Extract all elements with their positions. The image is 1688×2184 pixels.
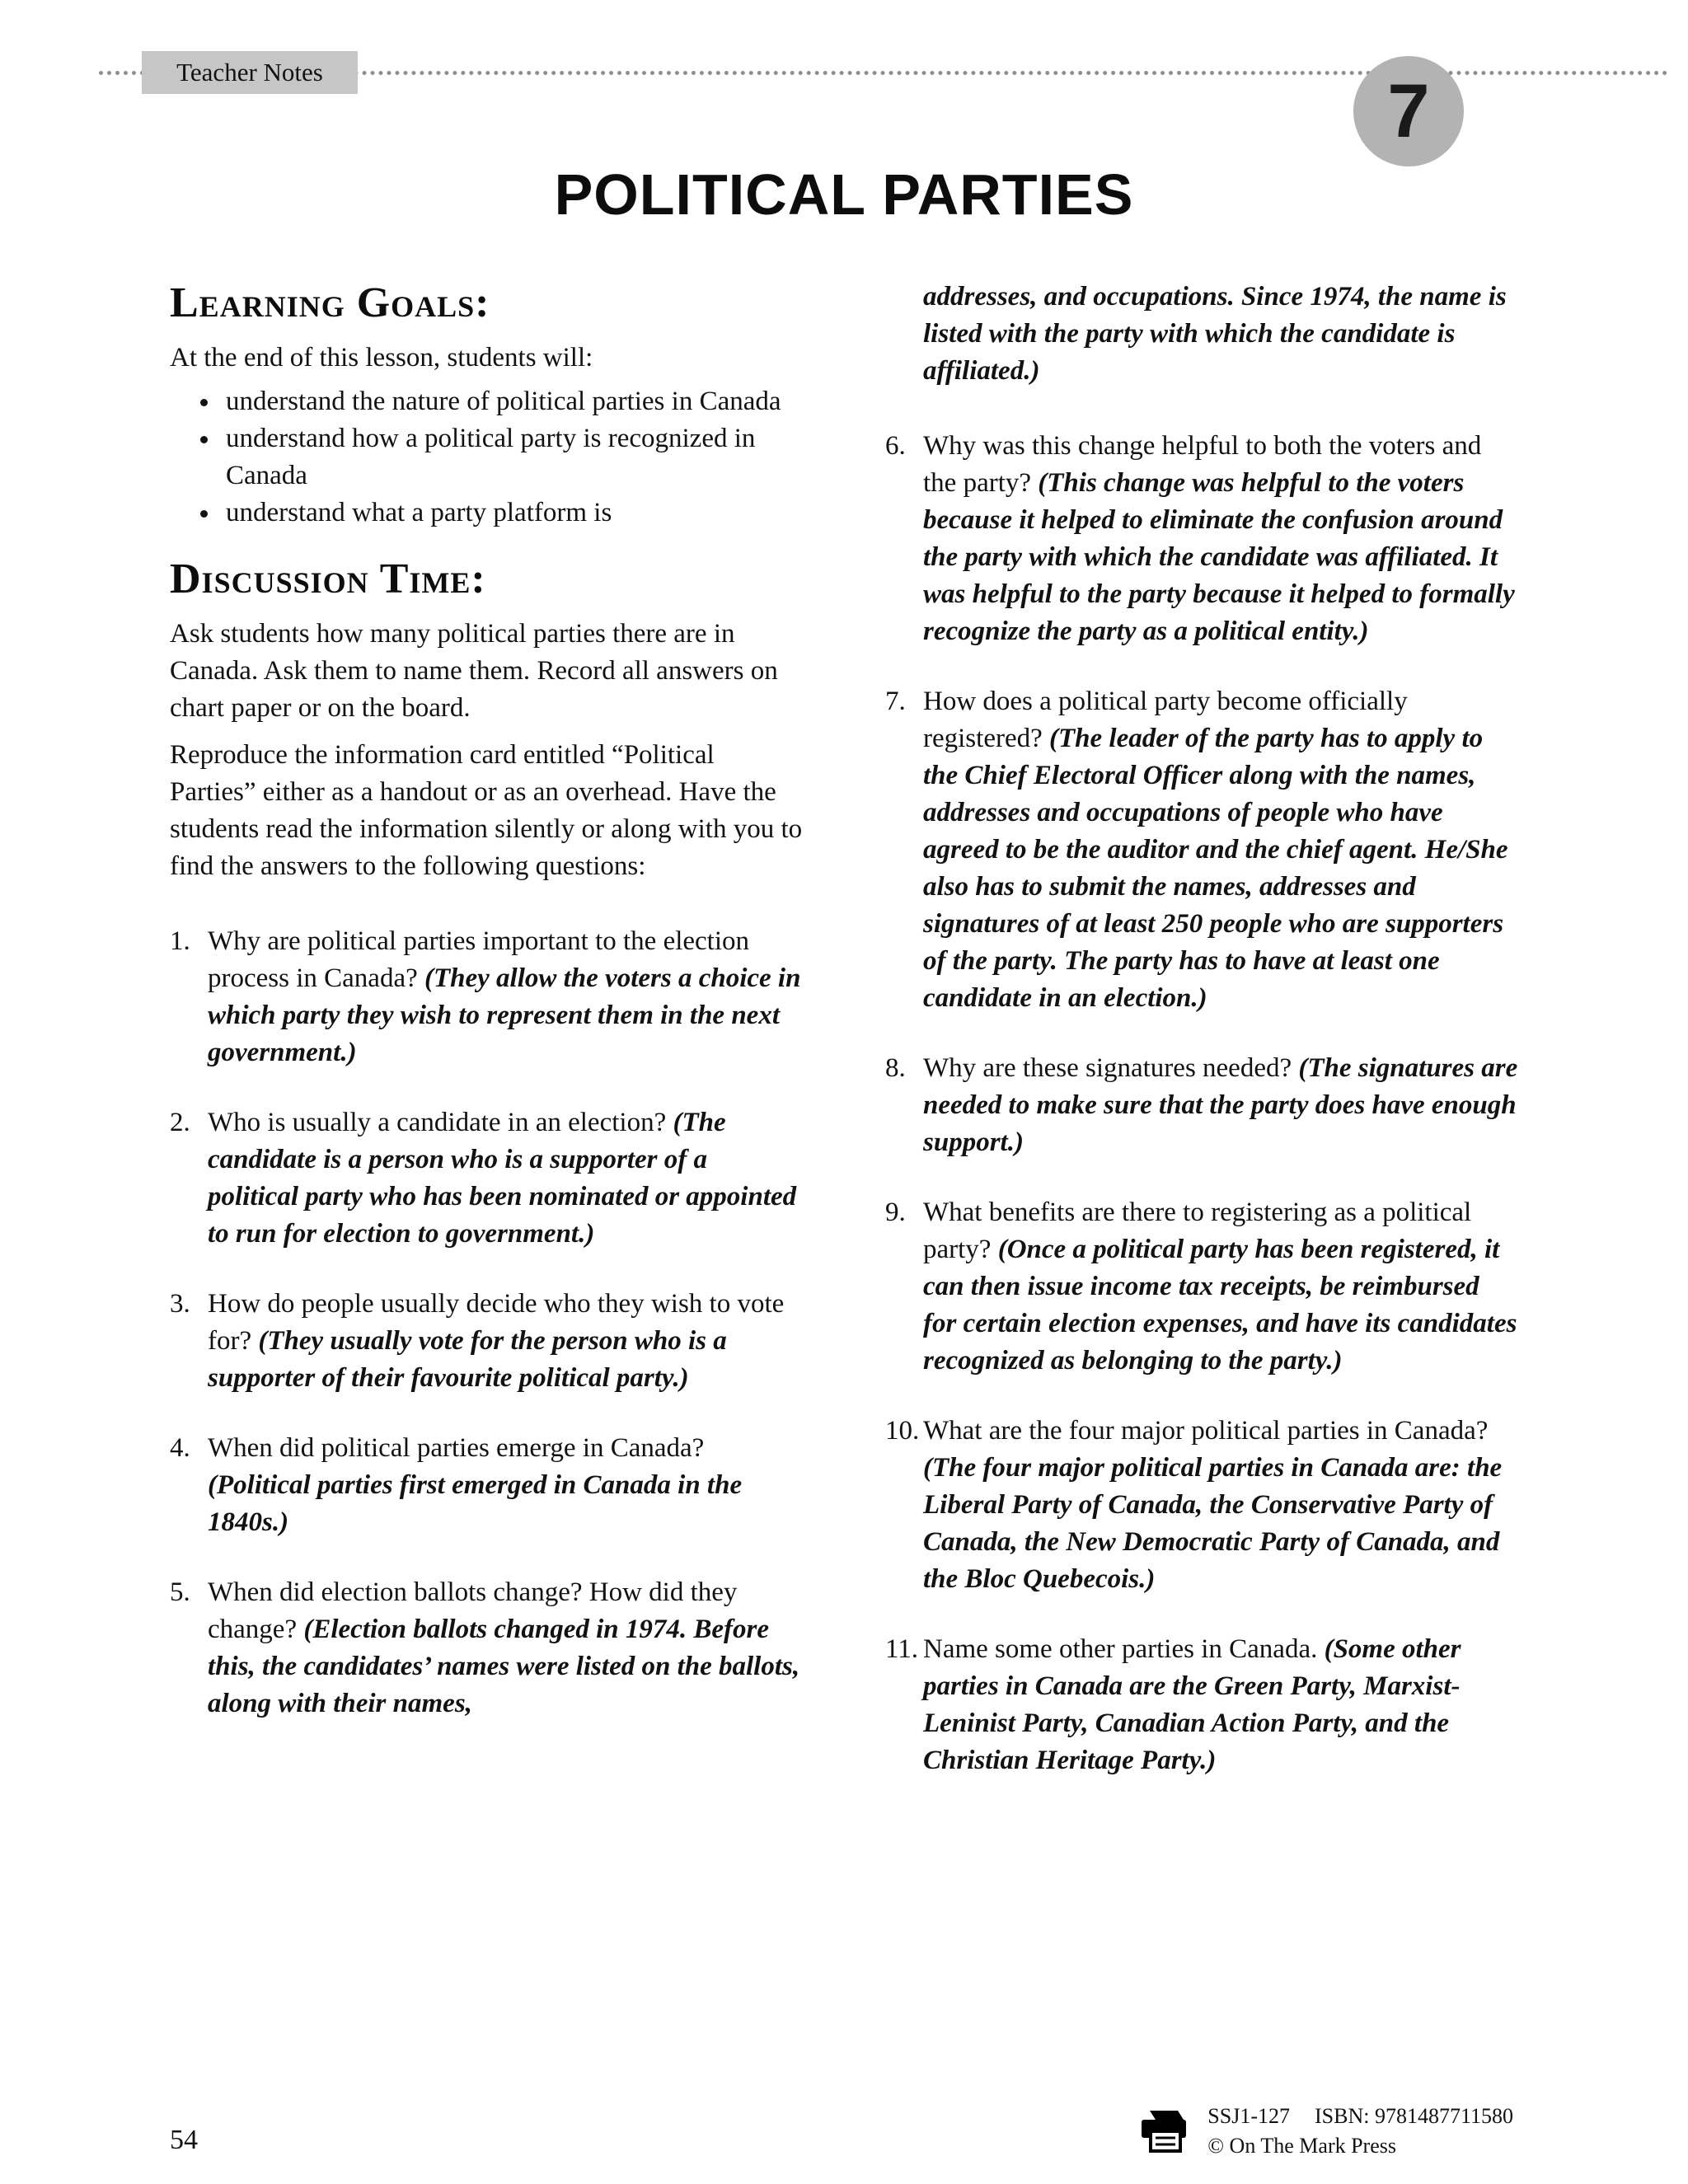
answer-text: (The candidate is a person who is a supporter of a political party who has been nominated or appointed to run for election to government.) [208, 1108, 797, 1249]
question-body [923, 1050, 1518, 1161]
question-body [208, 923, 803, 1071]
answer-text: (Once a political party has been registered, it can then issue income tax receipts, be reimbursed for certain election expenses, and have its candidates recognized as belonging to the party.) [923, 1235, 1517, 1376]
answer-text: (Some other parties in Canada are the Green Party, Marxist-Leninist Party, Canadian Action Party, and the Christian Heritage Party.) [923, 1634, 1461, 1775]
question-item [170, 923, 803, 1071]
learning-goals-intro: At the end of this lesson, students will: [170, 343, 593, 373]
question-number: 9. [885, 1197, 906, 1227]
question-item [170, 1104, 803, 1253]
question-number: 11. [885, 1634, 919, 1664]
question-text: Why are political parties important to the election process in Canada? [208, 926, 750, 993]
right-column [885, 279, 1518, 1812]
question-body [923, 1413, 1518, 1598]
publisher-text [1207, 2102, 1513, 2161]
question-number: 6. [885, 431, 906, 461]
answer-text: (They usually vote for the person who is a supporter of their favourite political party.) [208, 1326, 727, 1393]
product-code: SSJ1-127 [1207, 2104, 1290, 2128]
discussion-time-heading: Discussion Time: [170, 555, 486, 602]
question-text: When did political parties emerge in Canada? [208, 1433, 705, 1463]
answer-text: (They allow the voters a choice in which party they wish to represent them in the next government.) [208, 963, 801, 1067]
question-item [885, 1631, 1518, 1779]
question-text: When did election ballots change? How did they change? [208, 1577, 738, 1644]
list-item: • understand the nature of political parties in Canada [221, 383, 803, 420]
teacher-notes-tab [142, 51, 358, 94]
question-item [170, 1430, 803, 1541]
question-item [885, 1194, 1518, 1380]
question-text: Name some other parties in Canada. [923, 1634, 1318, 1664]
answer-text: (Political parties first emerged in Canada in the 1840s.) [208, 1470, 743, 1537]
discussion-paragraph: Reproduce the information card entitled “Political Parties” either as a handout or as an overhead. Have the students read the information silently or along with you to find the answers to the following questions: [170, 740, 803, 881]
discussion-paragraph: Ask students how many political parties there are in Canada. Ask them to name them. Record all answers on chart paper or on the board. [170, 619, 778, 723]
page-number: 54 [170, 2125, 198, 2155]
answer-continuation: addresses, and occupations. Since 1974, the name is listed with the party with which the candidate is affiliated.) [923, 282, 1507, 386]
question-text: Why are these signatures needed? [923, 1053, 1292, 1083]
question-text: Who is usually a candidate in an election? [208, 1108, 667, 1137]
answer-text: (The four major political parties in Canada are: the Liberal Party of Canada, the Conservative Party of Canada, the New Democratic Party of Canada, and the Bloc Quebecois.) [923, 1453, 1503, 1594]
learning-goals-list [170, 383, 803, 532]
isbn: ISBN: 9781487711580 [1315, 2104, 1513, 2128]
content-columns [0, 279, 1688, 1812]
question-item [885, 1413, 1518, 1598]
lesson-number-text: 7 [1387, 68, 1430, 153]
question-number: 3. [170, 1289, 190, 1319]
learning-goals-heading: Learning Goals: [170, 279, 490, 326]
question-body [208, 1574, 803, 1722]
answer-text: (The signatures are needed to make sure that the party does have enough support.) [923, 1053, 1518, 1157]
lesson-number-badge [1353, 56, 1464, 166]
question-item [885, 428, 1518, 650]
question-number: 5. [170, 1577, 190, 1607]
answer-text: (This change was helpful to the voters because it helped to eliminate the confusion around the party with which the candidate was affiliated. It was helpful to the party because it helped to formally recognize the party as a political entity.) [923, 468, 1515, 646]
question-body [923, 1194, 1518, 1380]
question-body [208, 1286, 803, 1397]
question-text: How do people usually decide who they wish to vote for? [208, 1289, 785, 1356]
answer-text: (Election ballots changed in 1974. Before this, the candidates’ names were listed on the ballots, along with their names, [208, 1615, 800, 1718]
page-title: POLITICAL PARTIES [554, 162, 1134, 227]
question-number: 8. [885, 1053, 906, 1083]
question-body [923, 1631, 1518, 1779]
teacher-notes-tab-label: Teacher Notes [176, 58, 323, 87]
publisher-block [1137, 2102, 1513, 2161]
question-number: 4. [170, 1433, 190, 1463]
list-item: • understand what a party platform is [221, 494, 803, 532]
question-item [170, 1286, 803, 1397]
product-code-line [1207, 2102, 1513, 2131]
left-column [170, 279, 803, 1812]
question-text: How does a political party become officially registered? [923, 687, 1408, 753]
question-body [208, 1104, 803, 1253]
question-text: What benefits are there to registering as a political party? [923, 1197, 1472, 1264]
question-item [885, 1050, 1518, 1161]
question-item [885, 683, 1518, 1017]
question-body [923, 683, 1518, 1017]
answer-text: (The leader of the party has to apply to the Chief Electoral Officer along with the names, addresses and occupations of people who have agreed to be the auditor and the chief agent. He/She also has to submit the names, addresses and signatures of at least 250 people who are supporters of the party. The party has to have at least one candidate in an election.) [923, 724, 1508, 1013]
question-number: 1. [170, 926, 190, 956]
printer-icon [1137, 2109, 1191, 2154]
question-number: 10. [885, 1416, 920, 1446]
question-body [208, 1430, 803, 1541]
list-item: • understand how a political party is recognized in Canada [221, 420, 803, 494]
question-number: 2. [170, 1108, 190, 1137]
question-body [923, 428, 1518, 650]
copyright: © On The Mark Press [1207, 2134, 1396, 2158]
question-number: 7. [885, 687, 906, 716]
question-item [170, 1574, 803, 1722]
question-text: Why was this change helpful to both the voters and the party? [923, 431, 1482, 498]
question-text: What are the four major political parties in Canada? [923, 1416, 1489, 1446]
